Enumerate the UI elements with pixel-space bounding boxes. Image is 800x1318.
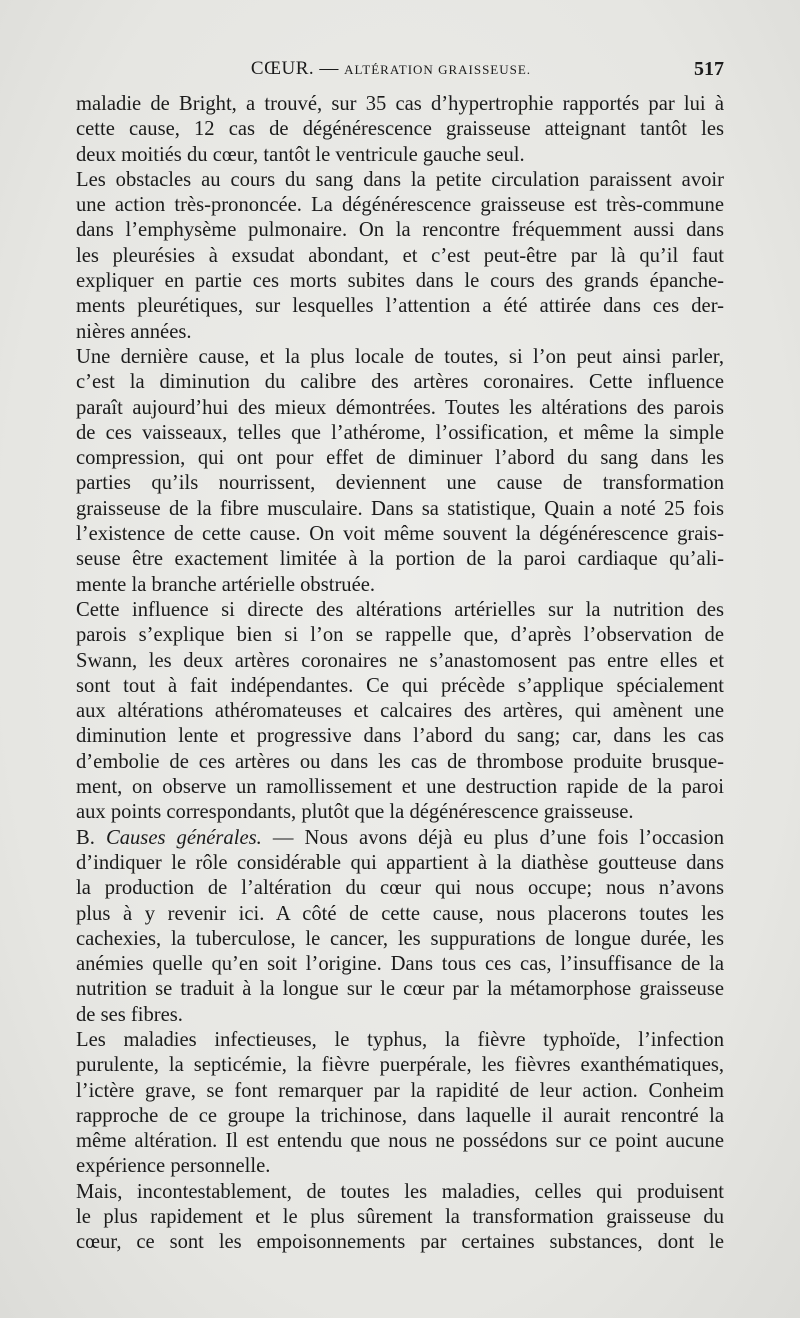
text-line: même altération. Il est entendu que nous ne possédons sur ce point aucune [76,1130,724,1153]
text-line: rapproche de ce groupe la trichinose, dans laquelle il aurait rencontré la [76,1104,724,1127]
running-title-main: CŒUR. [250,58,315,79]
body-text [58,92,724,1256]
text-line: paraît aujourd’hui des mieux démontrées. Toutes les altérations des parois [76,396,724,419]
text-line: ments pleurétiques, sur lesquelles l’attention a été attirée dans ces der- [76,295,724,318]
text-line: plus à y revenir ici. A côté de cette cause, nous placerons toutes les [76,902,724,925]
running-title [58,58,724,80]
paragraph [58,168,724,345]
text-line: l’existence de cette cause. On voit même souvent la dégénérescence grais- [76,523,724,546]
text-line: d’indiquer le rôle considérable qui appartient à la diathèse goutteuse dans [76,851,724,874]
running-title-subject: ALTÉRATION GRAISSEUSE. [344,62,532,77]
text-line: ment, on observe un ramollissement et une destruction rapide de la paroi [76,776,724,799]
text-line: Cette influence si directe des altérations artérielles sur la nutrition des [76,598,724,621]
text-line: deux moitiés du cœur, tantôt le ventricule gauche seul. [76,143,525,166]
text-line: Les obstacles au cours du sang dans la petite circulation paraissent avoir [76,168,724,191]
text-line: c’est la diminution du calibre des artères coronaires. Cette influence [76,371,724,394]
text-line: l’ictère grave, se font remarquer par la rapidité de leur action. Conheim [76,1079,724,1102]
text-line: Swann, les deux artères coronaires ne s’anastomosent pas entre elles et [76,649,724,672]
text-line: une action très-prononcée. La dégénérescence graisseuse est très-commune [76,194,724,217]
text-line: dans l’emphysème pulmonaire. On la rencontre fréquemment aussi dans [76,219,724,242]
text-line: parties qu’ils nourrissent, deviennent une cause de transformation [76,472,724,495]
paragraph [58,1180,724,1256]
text-line: Une dernière cause, et la plus locale de toutes, si l’on peut ainsi parler, [76,345,724,368]
text-line: cachexies, la tuberculose, le cancer, les suppurations de longue durée, les [76,927,724,950]
paragraph [58,1028,724,1180]
text-line: seuse être exactement limitée à la portion de la paroi cardiaque qu’ali- [76,548,724,571]
page-number: 517 [694,58,724,80]
text-line: mente la branche artérielle obstruée. [76,573,376,596]
text-line: aux altérations athéromateuses et calcaires des artères, qui amènent une [76,700,724,723]
text-line: les pleurésies à exsudat abondant, et c’est peut-être par là qu’il faut [76,244,724,267]
section-label: B. [76,826,106,849]
text-line: cette cause, 12 cas de dégénérescence graisseuse atteignant tantôt les [76,118,724,141]
text-line: Les maladies infectieuses, le typhus, la fièvre typhoïde, l’infection [76,1028,724,1051]
text-line: nutrition se traduit à la longue sur le cœur par la métamorphose graisseuse [76,978,724,1001]
paragraph [58,92,724,168]
text-line: nières années. [76,320,192,343]
text-line: de ses fibres. [76,1003,183,1026]
text-line: d’embolie de ces artères ou dans les cas de thrombose produite brusque- [76,750,724,773]
text-line: compression, qui ont pour effet de diminuer l’abord du sang dans les [76,447,724,470]
text-line: Mais, incontestablement, de toutes les maladies, celles qui produisent [76,1180,724,1203]
text-line: expérience personnelle. [76,1155,271,1178]
running-header [58,58,724,88]
text-line: de ces vaisseaux, telles que l’athérome, l’ossification, et même la simple [76,421,724,444]
section-intro-text: — Nous avons déjà eu plus d’une fois l’occasion [261,826,724,849]
text-line: sont tout à fait indépendantes. Ce qui précède s’applique spécialement [76,674,724,697]
text-line: la production de l’altération du cœur qui nous occupe; nous n’avons [76,877,724,900]
paragraph [58,598,724,826]
text-line [58,826,724,851]
running-title-dash: — [314,58,345,79]
text-line: expliquer en partie ces morts subites dans le cours des grands épanche- [76,270,724,293]
text-line: diminution lente et progressive dans l’abord du sang; car, dans les cas [76,725,724,748]
text-line: anémies quelle qu’en soit l’origine. Dans tous ces cas, l’insuffisance de la [76,953,724,976]
paragraph [58,345,724,598]
text-line: parois s’explique bien si l’on se rappelle que, d’après l’observation de [76,624,724,647]
text-line: aux points correspondants, plutôt que la dégénérescence graisseuse. [76,801,634,824]
text-line: maladie de Bright, a trouvé, sur 35 cas d’hypertrophie rapportés par lui à [76,93,724,115]
section-heading: Causes générales. [105,826,262,849]
text-line: graisseuse de la fibre musculaire. Dans sa statistique, Quain a noté 25 fois [76,497,724,520]
text-line: purulente, la septicémie, la fièvre puerpérale, les fièvres exanthématiques, [76,1054,724,1077]
text-line: le plus rapidement et le plus sûrement la transformation graisseuse du [76,1206,724,1229]
text-line: cœur, ce sont les empoisonnements par certaines substances, dont le [76,1231,724,1254]
paragraph [58,826,724,1028]
